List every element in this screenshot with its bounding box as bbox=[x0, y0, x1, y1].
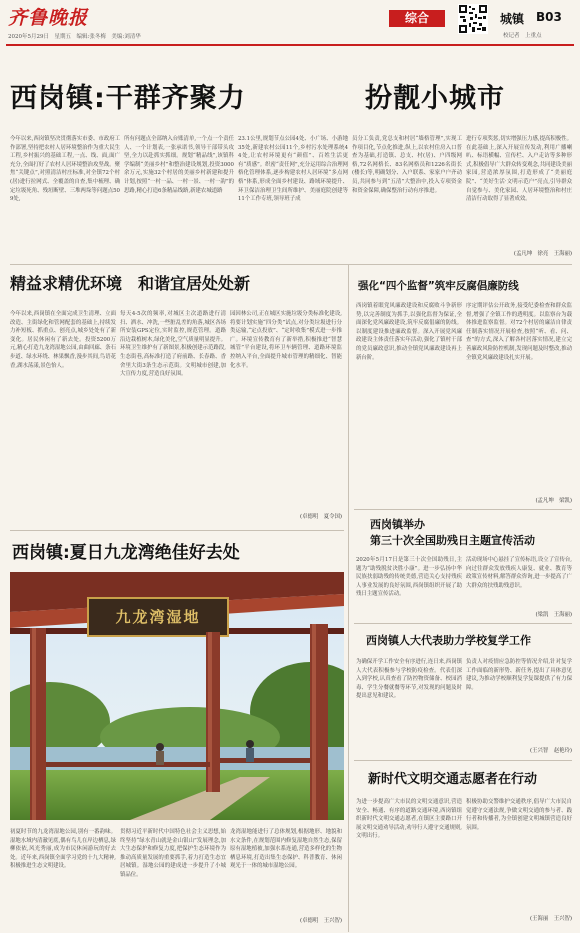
masthead-rule bbox=[6, 44, 574, 46]
article-a5-col1: 2020年5月17日是第三十次全国助残日,主题为“助残脱贫决胜小康”。进一步弘扬中华民族扶弱助残的传统美德,营造关心支持残疾人事业发展的良好氛围,西岗镇组织开展了助残日主题宣传活动。 bbox=[356, 557, 462, 598]
article-a6-col1: 为确保开学工作安全有序进行,连日来,西岗镇人大代表积极参与学校防疫检查。代表们深入到学校,认真查看了防控物资储备、校园消毒、学生分餐就餐等环节,对发现的问题及时提出意见和建议。 bbox=[356, 659, 462, 700]
headline-a5-line1: 西岗镇举办 bbox=[370, 518, 425, 531]
page-number: B03 bbox=[536, 10, 562, 24]
article-a6-col2: 负责人对疫情应急防控等情况介绍,针对复学工作面临的新形势、新任务,提出了具体意见建议,为推动学校顺利复学复课提供了有力保障。 bbox=[466, 659, 572, 691]
article-a4-col1: 初夏时节的九龙湾湿地公园,别有一番韵味。湿地水域内清澈见底,偶有鸟儿在岸边栖息,绿柳依依,风光秀丽,成为市民休闲游玩的好去处。近年来,西岗镇全面学习党的十九大精神,积极推进生态文明建设。 bbox=[10, 829, 116, 870]
article-a5-byline: (梁凯 王海丽) bbox=[535, 612, 572, 618]
article-a1-byline: (孟凡坤 徐亮 王海丽) bbox=[513, 251, 572, 257]
headline-a2: 精益求精优环境 和谐宜居处处新 bbox=[10, 274, 251, 293]
photo-sign-text: 九龙湾湿地 bbox=[115, 608, 201, 626]
masthead bbox=[0, 0, 580, 46]
article-a7-byline: (王海丽 王兴智) bbox=[530, 916, 572, 922]
article-a5-col2: 活动现场中心悬挂了宣传标语,设立了宣传台,向过往群众发放残疾人康复、就业、教育等政策宣传材料,解答群众咨询,进一步提高了广大群众的扶残助残意识。 bbox=[466, 557, 572, 589]
article-a1-col2: 所有问题点全部纳入台账清单,一个点一个责任人、一个计划表,一张承诺书,领导干部带头攻坚,全力以赴抓实抓细。规划“精品线”,该镇科学编制“美丽乡村”和整治建设规划,投资3000余万元,实施32个村居的美丽乡村新建和提升计划,按照“一村一品、一村一景、一村一韵”的思路,精心打造6条精品线路,新建农城道路 bbox=[124, 136, 234, 194]
divider-a3 bbox=[354, 509, 572, 510]
headline-a1-left: 西岗镇:干群齐聚力 bbox=[10, 83, 246, 114]
article-a2-col1: 今年以来,西岗镇在全面完成卫生清理、立面改造、主街绿化和管网配套的基础上,持续发力补短板、抓重点、创亮点,城乡处处有了新变化。居民休闲有了新去处。投资5200万元,精心打造九龙湾湿地公园,由曲回廊、条石步道、绿水环绕、林果飘香,漫步其间,鸟语花香,湖水荡漾,景色怡人。 bbox=[10, 311, 116, 369]
article-a7-col2: 积极协助交警维护交通秩序,倡导广大市民自觉遵守交通法规,争做文明交通的参与者、践行者和传播者,为全镇创建文明城镇营造良好氛围。 bbox=[466, 799, 572, 831]
article-a1-col1: 今年以来,西岗镇坚决贯彻落实市委、市政府工作部署,坚持把农村人居环境整治作为重大民生工程,乡村振兴的基础工程,一点、线、面,面广充分,全面打好了农村人居环境整治攻坚战。聚焦“关键点”,对照清洁村庄标准,对全镇72个村(居)进行拉网式、全覆盖的自查,集中梳理、确定垃圾死角、残垣断壁、三堆两垛等问题点509处, bbox=[10, 136, 120, 203]
divider-a5 bbox=[354, 623, 572, 624]
article-a7-col1: 为进一步提高广大市民的文明交通意识,营造安全、畅通、有序的道路交通环境,西岗镇组织新时代文明交通志愿者,在镇区主要路口开展文明交通劝导活动,劝导行人遵守交通规则,文明出行。 bbox=[356, 799, 462, 840]
article-a1-col4: 员分工负责,党总支和村居“墙格管理”,实现工作项目化,节点化推进,纵上,以农村住房入口普查为基础,打造镇、总支、村(居)、户四级网格,72名网格长、83名网格员和1226名街长(楼长)等,明确划分、入户联系、家家户户齐动员,共同参与到“五清”大整治中,投入专项资金和资金保障,确保整治行动有序推进。 bbox=[352, 136, 462, 194]
article-a3-col1: 西岗镇着眼党风廉政建设和反腐败斗争新形势,以完善制度为抓手,以强化监督为保证,全面深化党风廉政建设,筑牢反腐倡廉的防线。以制度建设推进廉政监督。深入开展党风廉政建设主体责任落实年活动,强化了镇村干部的党员廉政意识,推动全镇党风廉政建设再上新台阶。 bbox=[356, 303, 462, 361]
article-a1-col3: 23.1公里,规划节点公园4处、小广场、小游地35处,新建农村公园11个,乡村污水处理系统44处,让农村环境更有“颜值”、百姓生活更有“质感”。织密“责任网”,充分运用综合治理网格化管理体系,逐步构建农村人居环境“多点网格”体系,形成全面乡村建设、路域环境提升、环卫保洁治理卫生间所维护、美丽庭院创建等11个工作专班,领导班子成 bbox=[238, 136, 348, 203]
headline-a4: 西岗镇:夏日九龙湾绝佳好去处 bbox=[12, 543, 240, 563]
section-badge bbox=[389, 10, 445, 27]
divider-a2 bbox=[10, 530, 344, 531]
headline-a7: 新时代文明交通志愿者在行动 bbox=[368, 772, 538, 787]
headline-a1-right: 扮靓小城市 bbox=[365, 83, 505, 114]
article-a3-col2: 序定期评估公开政务,接受纪委检查和群众监督,增强了全镇工作的透明度。以监察台为载体推进监察监督。对72个村居的廉洁自律责任制落实情况开展检查,按照“听、看、问、查”的方式,深入了解各村居落实情况,建立完善廉政风险防控机制,发现问题及时整改,推动全镇党风廉政建设扎实开展。 bbox=[466, 303, 572, 361]
article-a4-byline: (卓德明 王兴智) bbox=[300, 918, 342, 924]
divider-a1 bbox=[10, 264, 572, 265]
edition-label: 城镇 bbox=[500, 12, 525, 26]
headline-a3: 强化“四个监督”筑牢反腐倡廉防线 bbox=[358, 280, 519, 292]
headline-a5-line2: 第三十次全国助残日主题宣传活动 bbox=[370, 534, 535, 547]
proofs-note: 校记者 上重点 bbox=[503, 33, 542, 39]
article-a4-col2: 贯彻习近平新时代中国特色社会主义思想,始终坚持“绿水青山就是金山银山”发展理念,加大生态保护和修复力度,把保护生态环境作为推动高质量发展的重要抓手,着力打造生态宜居城镇。湿地公园的建成进一步提升了小城镇品位。 bbox=[120, 829, 226, 878]
article-a4-col3: 龙湾湿地能进行了总体规划,根据地形、地貌和水文条件,在规划范围内修复湿地自然生态,保留原有湿地植被,加强水系连通,营造多样化的生物栖息环境,打造出集生态保护、科普教育、休闲观光于一体的城市湿地公园。 bbox=[230, 829, 342, 870]
column-divider-right bbox=[348, 264, 349, 932]
article-a2-byline: (卓德明 夏令国) bbox=[300, 514, 342, 520]
dateline: 2020年5月29日 星期五 编辑:张冬梅 美编:刘清华 bbox=[8, 34, 141, 40]
divider-a6 bbox=[354, 760, 572, 761]
article-a3-byline: (孟凡坤 梁凯) bbox=[535, 498, 572, 504]
logo-text: 齐鲁晚报 bbox=[8, 7, 89, 29]
headline-a6: 西岗镇人大代表助力学校复学工作 bbox=[366, 634, 531, 647]
article-a2-col2: 每天4-5次的频率,对城区主次道路进行清扫、洒水、冲洗,一些脏乱差的角落,城区各场所安装GPS定位,实时监控,规范管理。道路沿边栽植树木,绿化美化,空气质量明显提升。环境卫生维护有了新图景,积极创建示范路段,生态街巷,高标准打造了府前路、长春路、香舍里大街3条生态示范街。文明城市创建,加大宣传力度,营造良好氛围。 bbox=[120, 311, 226, 378]
qr-code-icon bbox=[458, 4, 488, 34]
newspaper-logo bbox=[8, 3, 98, 29]
section-label: 综合 bbox=[404, 11, 429, 25]
article-a6-byline: (王兴智 赵艳玲) bbox=[530, 748, 572, 754]
photo-jiulongwan-pavilion bbox=[10, 572, 344, 820]
article-a1-col5: 进行专项奖惩,切实增强压力感,提高积极性。在此基础上,深入开展宣传发动,利用广播喇叭、标语横幅、宣传栏、入户走访等多种形式,积极倡导广大群众转变观念,共同建设美丽家园,营造浓厚氛围,打造形成了“美丽庭院”、“美好生活·文明示范户”亮点,引导群众自觉参与、美化家园、人居环境整治和村庄清洁行动取得了显著成效。 bbox=[466, 136, 572, 203]
article-a2-col3: 园因林公司,正在城区实施垃圾分类标准化建设,将要计划实施“四分类”试点,对分类垃圾进行分类运输,“定点投放”、“定时收集”模式进一步推广。环境宣传教育有了新举措,积极推进“智慧城管”平台建设,将环卫车辆管理、道路环境监控纳入平台,全面提升城市管理的精细化、智能化水平。 bbox=[230, 311, 342, 369]
